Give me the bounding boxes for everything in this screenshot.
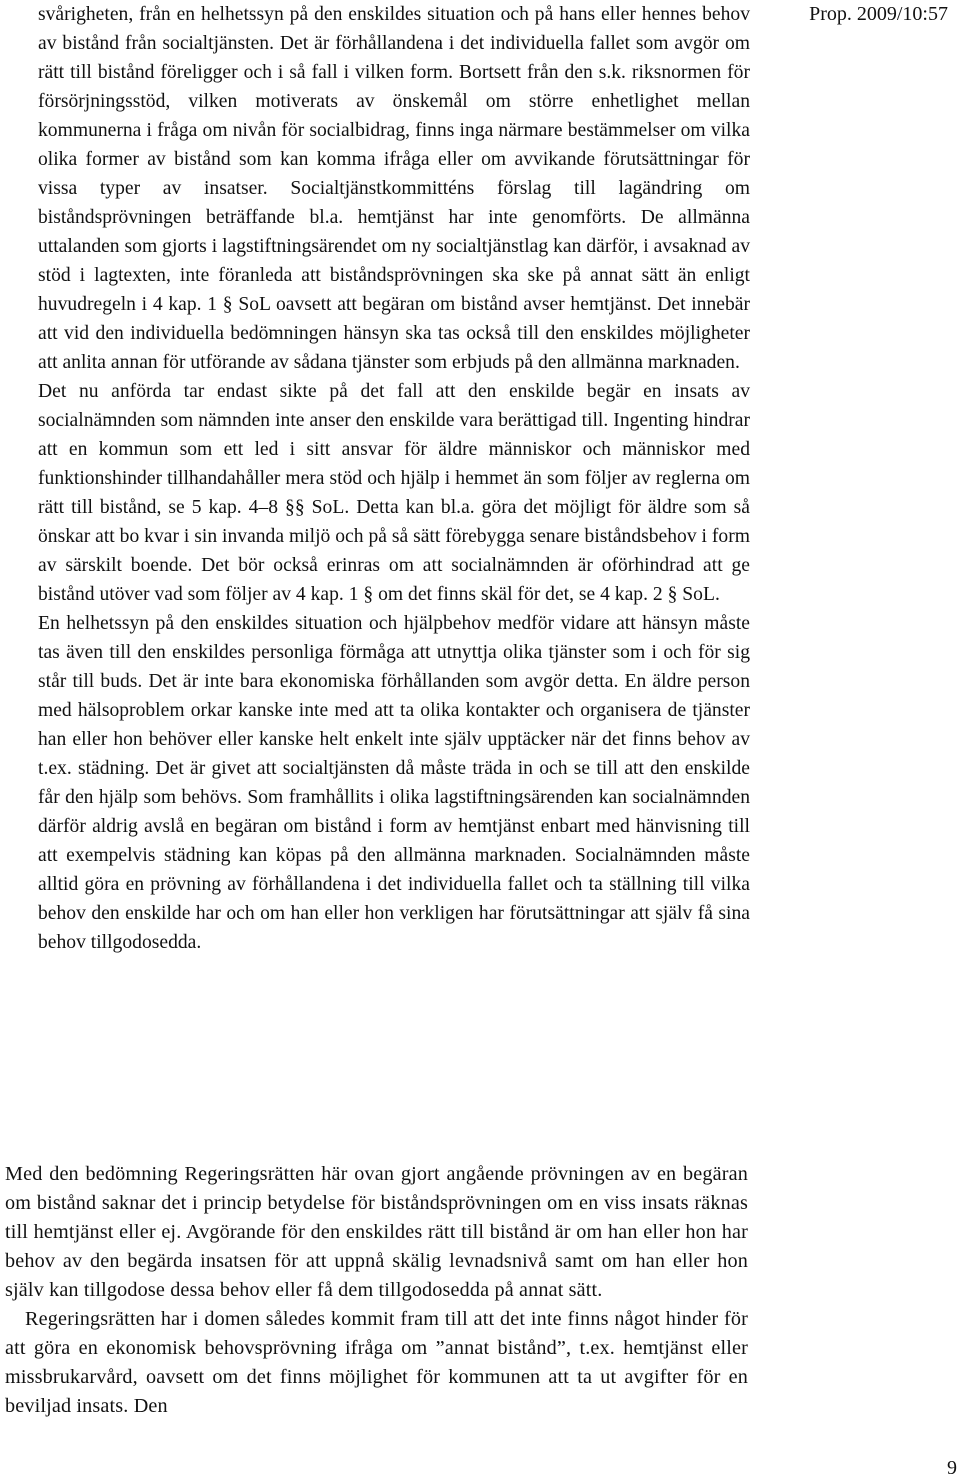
proposition-reference: Prop. 2009/10:57: [809, 3, 948, 25]
main-text-block: [5, 1160, 748, 1421]
main-paragraph-1: Med den bedömning Regeringsrätten här ovan gjort angående prövningen av en begäran om bistånd saknar det i princip betydelse för biståndsprövningen om en viss insats räknas till hemtjänst eller ej. Avgörande för den enskildes rätt till bistånd är om han eller hon har behov av den begärda insatsen för att uppnå skälig levnadsnivå samt om han eller hon själv kan tillgodose dessa behov eller få dem tillgodosedda på annat sätt.: [5, 1163, 748, 1301]
quote-paragraph-1: svårigheten, från en helhetssyn på den enskildes situation och på hans eller hennes behov av bistånd från socialtjänsten. Det är förhållandena i det individuella fallet som avgör om rätt till bistånd föreligger och i så fall i vilken form. Bortsett från den s.k. riksnormen för försörjningsstöd, vilken motiverats av önskemål om större enhetlighet mellan kommunerna i fråga om nivån för socialbidrag, finns inga närmare bestämmelser om vilka olika former av bistånd som kan komma ifråga eller om avvikande förutsättningar för vissa typer av insatser. Socialtjänstkommitténs förslag till lagändring om biståndsprövningen beträffande bl.a. hemtjänst har inte genomförts. De allmänna uttalanden som gjorts i lagstiftningsärendet om ny socialtjänstlag kan därför, i avsaknad av stöd i lagtexten, inte föranleda att biståndsprövningen ska ske på annat sätt än enligt huvudregeln i 4 kap. 1 § SoL oavsett att begäran om bistånd avser hemtjänst. Det innebär att vid den individuella bedömningen hänsyn ska tas också till den enskildes möjligheter att anlita annan för utförande av sådana tjänster som erbjuds på den allmänna marknaden.: [38, 4, 750, 373]
main-paragraph-2: Regeringsrätten har i domen således kommit fram till att det inte finns något hinder för att göra en ekonomisk behovsprövning ifråga om ”annat bistånd”, t.ex. hemtjänst eller missbrukarvård, oavsett om det finns möjlighet för kommunen att ta ut avgifter för en beviljad insats. Den: [5, 1308, 748, 1417]
quote-paragraph-3: En helhetssyn på den enskildes situation och hjälpbehov medför vidare att hänsyn måste tas även till den enskildes personliga förmåga att utnyttja olika tjänster som i och för sig står till buds. Det är inte bara ekonomiska förhållanden som avgör detta. En äldre person med hälsoproblem orkar kanske inte med att ta olika kontakter och organisera de tjänster han eller hon behöver eller kanske helt enkelt inte själv upptäcker när det finns behov av t.ex. städning. Det är givet att socialtjänsten då måste träda in och se till att den enskilde får den hjälp som behövs. Som framhållits i olika lagstiftningsärenden kan socialnämnden därför aldrig avslå en begäran om bistånd i form av hemtjänst enbart med hänvisning till att exempelvis städning kan köpas på den allmänna marknaden. Socialnämnden måste alltid göra en prövning av förhållandena i det individuella fallet och ta ställning till vilka behov den enskilde har och om han eller hon verkligen har förutsättningar att själv få sina behov tillgodosedda.: [38, 613, 750, 953]
page-number: 9: [947, 1457, 957, 1479]
quote-paragraph-2: Det nu anförda tar endast sikte på det fall att den enskilde begär en insats av socialnämnden som nämnden inte anser den enskilde vara berättigad till. Ingenting hindrar att en kommun som ett led i sitt ansvar för äldre människor och människor med funktionshinder tillhandahåller mera stöd och hjälp i hemmet än som följer av reglerna om rätt till bistånd, se 5 kap. 4–8 §§ SoL. Detta kan bl.a. göra det möjligt för äldre som så önskar att bo kvar i sin invanda miljö och på så sätt förebygga senare biståndsbehov i form av särskilt boende. Det bör också erinras om att socialnämnden är oförhindrad att ge bistånd utöver vad som följer av 4 kap. 1 § om det finns skäl för det, se 4 kap. 2 § SoL.: [38, 381, 750, 605]
quoted-judgment-block: [38, 0, 750, 957]
